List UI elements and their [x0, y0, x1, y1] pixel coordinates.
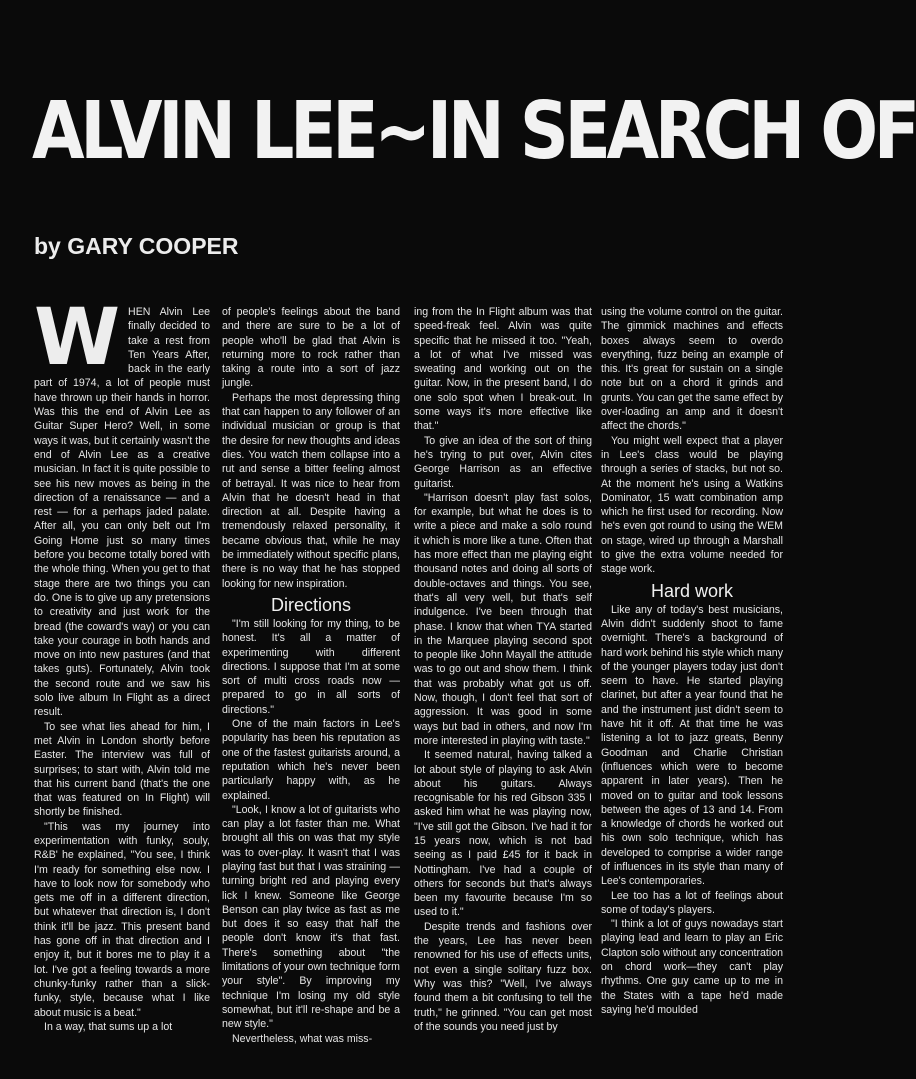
article-headline: ALVIN LEE~IN SEARCH OF [32, 85, 916, 177]
paragraph: "Harrison doesn't play fast solos, for example, but what he does is to write a piece and make a solo round it which is more like a tune. Often that has more effect than me playing eight thousand notes and doing all sorts of double-octaves and things. You see, that's all very well, but that's self indulgence. I've been through that phase. I know that when TYA started in the Marquee playing second spot to people like John Mayall the attitude was to go out and show them. I think that was probably what got us off. Now, though, I don't feel that sort of aggression. It was good in some ways but bad in others, and now I'm more interested in playing with taste." [414, 491, 592, 747]
paragraph: "I'm still looking for my thing, to be honest. It's all a matter of experimenting with different directions. I suppose that I'm at some sort of multi cross roads now — prepared to go in all sorts of directions." [222, 617, 400, 716]
paragraph: To see what lies ahead for him, I met Alvin in London shortly before Easter. The interview was full of surprises; to start with, Alvin told me that his current band (that's the one that was featured on In Flight) will shortly be finished. [34, 720, 210, 819]
paragraph: Perhaps the most depressing thing that can happen to any follower of an individual musician or group is that the desire for new thoughts and ideas dies. You watch them collapse into a rut and sense a bitter feeling almost of betrayal. It was nice to hear from Alvin that he doesn't head in that direction at all. Despite having a tremendously relaxed personality, it became obvious that, while he may be immediately without specific plans, there is no way that he has stopped looking for new inspiration. [222, 391, 400, 590]
paragraph: Nevertheless, what was miss- [232, 1032, 373, 1045]
byline: by GARY COOPER [34, 233, 239, 259]
paragraph: Lee too has a lot of feelings about some of today's players. [601, 889, 783, 916]
paragraph: To give an idea of the sort of thing he's trying to put over, Alvin cites George Harrison as an effective guitarist. [414, 434, 592, 490]
paragraph: You might well expect that a player in Lee's class would be playing through a series of stacks, but not so. At the moment he's using a Watkins Dominator, 15 watt combination amp which he first used for recording. Now he's even got round to using the WEM on stage, wired up through a Marshall to give the extra volume needed for stage work. [601, 434, 783, 576]
paragraph: Despite trends and fashions over the years, Lee has never been renowned for his use of effects units, not even a single solitary fuzz box. Why was this? "Well, I've always found them a bit confusing to tell the truth," he grinned. "You can get most of the sounds you need just by [414, 920, 592, 1033]
paragraph: One of the main factors in Lee's popularity has been his reputation as one of the fastest guitarists around, a reputation which he's never been particularly happy with, as he explained. [222, 718, 400, 802]
paragraph: In a way, that sums up a lot [44, 1020, 173, 1033]
column-4 [601, 305, 783, 1017]
paragraph: of people's feelings about the band and there are sure to be a lot of people who'll be glad that Alvin is returning more to rock rather than taking a route into a sort of jazz jungle. [222, 306, 400, 390]
column-3 [414, 305, 592, 1034]
paragraph: using the volume control on the guitar. The gimmick machines and effects boxes always seem to overdo everything, fuzz being an example of this. It's great for sustain on a single note but on a chord it grinds and grunts. You can get the same effect by over-loading an amp and it doesn't affect the chords." [601, 306, 783, 433]
paragraph: "I think a lot of guys nowadays start playing lead and learn to play an Eric Clapton solo without any concentration on chord work—they can't play rhythms. One guy came up to me in the States with a tape he'd made saying he'd moulded [601, 918, 783, 1016]
paragraph: ing from the In Flight album was that speed-freak feel. Alvin was quite specific that he missed it too. "Yeah, a lot of what I've missed was sweating and working out on the guitar. Now, in the present band, I do one solo spot when I break-out. In some ways it's more effective like that." [414, 306, 592, 433]
drop-cap: W [34, 293, 121, 383]
paragraph: Like any of today's best musicians, Alvin didn't suddenly shoot to fame overnight. There's a background of hard work behind his style which many of the younger players today just don't seem to have. He started playing clarinet, but after a year found that he and the instrument just didn't seem to have hit it off. At that time he was listening a lot to jazz greats, Benny Goodman and Charlie Christian (influences which were to become apparent in later years). Then he moved on to guitar and took lessons between the ages of 13 and 14. From a knowledge of chords he worked out his own solo technique, which has developed to comprise a wider range of influences in its style than many of Lee's contemporaries. [601, 603, 783, 888]
paragraph: It seemed natural, having talked a lot about style of playing to ask Alvin about his guitars. Always recognisable for his red Gibson 335 I asked him what he was playing now, "I've still got the Gibson. I've had it for 15 years now, which is not bad seeing as I paid £45 for it back in Nottingham. I've had a couple of others for seconds but that's always been my favourite because I'm so used to it." [414, 749, 592, 919]
section-heading-hard-work: Hard work [650, 580, 734, 601]
section-heading-directions: Directions [270, 594, 352, 615]
paragraph: "This was my journey into experimentation with funky, souly, R&B' he explained, "You see, I think I'm ready for something else now. I have to look now for somebody who gets me off in a different direction, but whatever that direction is, I don't think it'll be jazz. This present band has gone off in that direction and I enjoy it, but it bores me to play it a lot. I've got a feeling towards a more chunky-funky rather than a slick-funky, style, because what I like about music is a beat." [34, 820, 210, 1019]
paragraph: "Look, I know a lot of guitarists who can play a lot faster than me. What brought all this on was that my style was to over-play. It wasn't that I was playing fast but that I was straining — turning bright red and playing every lick I knew. Someone like George Benson can play twice as fast as me but does it so easy that half the people don't know it's that fast. There's something about "the limitations of your own technique form your style". By improving my technique I'm losing my old style somewhat, but it'll re-shape and be a new style." [222, 803, 400, 1031]
column-1 [34, 293, 210, 1034]
paragraph: HEN Alvin Lee finally decided to take a rest from Ten Years After, back in the early part of 1974, a lot of people must have thrown up their hands in horror. Was this the end of Alvin Lee as Guitar Super Hero? Well, in some ways it was, but it certainly wasn't the end of Alvin Lee as a creative musician. In fact it is quite possible to see his new moves as being in the direction of a renaissance — and a rest — for a perhaps jaded palate. After all, you can only belt out I'm Going Home just so many times before you become totally bored with the whole thing. When you get to that stage there are two things you can do. One is to give up any pretensions to creativity and just work for the bread (the coward's way) or you can take your courage in both hands and move on into new pastures (and that takes guts). Fortunately, Alvin took the second route and we saw his solo live album In Flight as a direct result. [34, 306, 210, 719]
column-2 [222, 305, 400, 1046]
